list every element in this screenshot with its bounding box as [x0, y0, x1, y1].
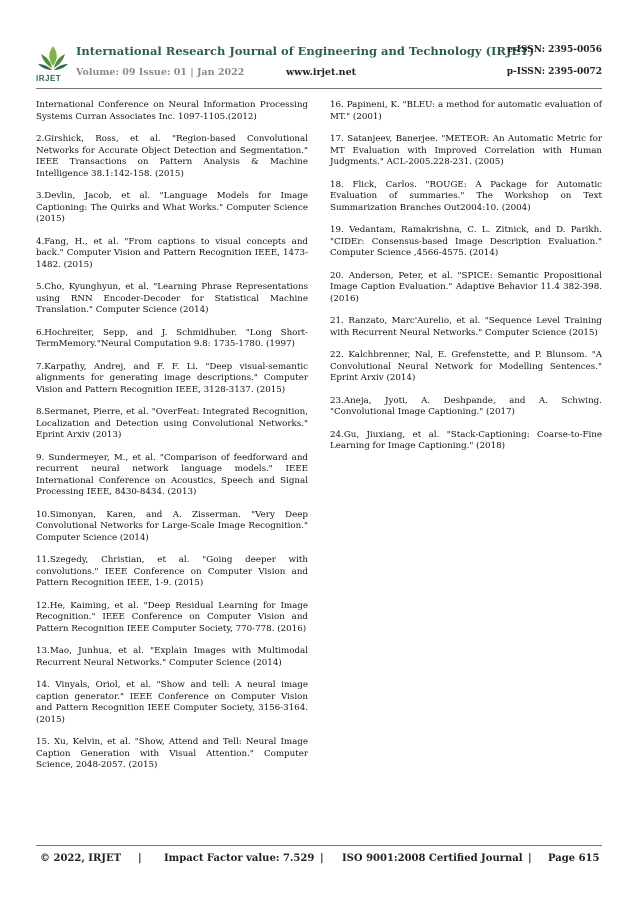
eissn: e-ISSN: 2395-0056 [507, 45, 602, 55]
footer-divider [36, 845, 602, 846]
reference-item: 20. Anderson, Peter, et al. "SPICE: Semantic Propositional Image Caption Evaluation." Adaptive Behavior 11.4 382-398. (2016) [330, 270, 602, 304]
volume-issue: Volume: 09 Issue: 01 | Jan 2022 [76, 67, 245, 78]
pissn: p-ISSN: 2395-0072 [506, 67, 602, 77]
footer-separator: | [138, 853, 142, 864]
reference-item: 10.Simonyan, Karen, and A. Zisserman. "Very Deep Convolutional Networks for Large-Scale Image Recognition." Computer Science (2014) [36, 509, 308, 543]
page-header [36, 44, 602, 84]
reference-item: 23.Aneja, Jyoti, A. Deshpande, and A. Schwing. "Convolutional Image Captioning." (2017) [330, 395, 602, 417]
reference-item: 19. Vedantam, Ramakrishna, C. L. Zitnick, and D. Parikh. "CIDEr: Consensus-based Image Description Evaluation." Computer Science ,4566-4575. (2014) [330, 225, 602, 258]
reference-item: International Conference on Neural Information Processing Systems Curran Associates Inc. 1097-1105.(2012) [36, 100, 308, 122]
reference-item: 8.Sermanet, Pierre, et al. "OverFeat: Integrated Recognition, Localization and Detection using Convolutional Networks." Eprint Arxiv (2013) [36, 407, 308, 440]
website-link[interactable]: www.irjet.net [286, 67, 357, 78]
reference-item: 17. Satanjeev, Banerjee. "METEOR: An Automatic Metric for MT Evaluation with Improved Correlation with Human Judgments." ACL-2005.228-231. (2005) [330, 134, 602, 167]
page-footer [36, 853, 602, 869]
references-left-column [36, 100, 308, 783]
footer-iso: ISO 9001:2008 Certified Journal [342, 853, 523, 864]
footer-separator: | [320, 853, 324, 864]
reference-item: 22. Kalchbrenner, Nal, E. Grefenstette, and P. Blunsom. "A Convolutional Neural Network for Modelling Sentences." Eprint Arxiv (2014) [330, 350, 602, 383]
reference-item: 11.Szegedy, Christian, et al. "Going deeper with convolutions." IEEE Conference on Computer Vision and Pattern Recognition IEEE, 1-9. (2015) [36, 555, 308, 588]
footer-impact-factor: Impact Factor value: 7.529 [164, 853, 315, 864]
reference-item: 5.Cho, Kyunghyun, et al. "Learning Phrase Representations using RNN Encoder-Decoder for Statistical Machine Translation." Computer Science (2014) [36, 282, 308, 315]
reference-item: 24.Gu, Jiuxiang, et al. "Stack-Captioning: Coarse-to-Fine Learning for Image Captioning." (2018) [330, 429, 602, 451]
references-right-column [330, 100, 602, 464]
header-divider [36, 88, 602, 89]
footer-copyright: © 2022, IRJET [40, 853, 122, 864]
reference-item: 6.Hochreiter, Sepp, and J. Schmidhuber. "Long Short-TermMemory."Neural Computation 9.8: 1735-1780. (1997) [36, 327, 308, 349]
reference-item: 18. Flick, Carlos. "ROUGE: A Package for Automatic Evaluation of summaries." The Workshop on Text Summarization Branches Out2004:10. (2004) [330, 179, 602, 213]
reference-item: 21. Ranzato, Marc'Aurelio, et al. "Sequence Level Training with Recurrent Neural Networks." Computer Science (2015) [330, 316, 602, 338]
reference-item: 2.Girshick, Ross, et al. "Region-based Convolutional Networks for Accurate Object Detection and Segmentation." IEEE Transactions on Pattern Analysis & Machine Intelligence 38.1:142-158. (2015) [36, 134, 308, 179]
logo-text: IRJET [36, 74, 62, 83]
footer-page-number: Page 615 [548, 853, 600, 864]
journal-title: International Research Journal of Engineering and Technology (IRJET) [76, 44, 535, 58]
reference-item: 14. Vinyals, Oriol, et al. "Show and tell: A neural image caption generator." IEEE Conference on Computer Vision and Pattern Recognition IEEE Computer Society, 3156-3164. (2015) [36, 680, 308, 725]
reference-item: 4.Fang, H., et al. "From captions to visual concepts and back." Computer Vision and Pattern Recognition IEEE, 1473-1482. (2015) [36, 236, 308, 270]
reference-item: 7.Karpathy, Andrej, and F. F. Li. "Deep visual-semantic alignments for generating image descriptions." Computer Vision and Pattern Recognition IEEE, 3128-3137. (2015) [36, 361, 308, 395]
reference-item: 3.Devlin, Jacob, et al. "Language Models for Image Captioning: The Quirks and What Works." Computer Science (2015) [36, 191, 308, 224]
reference-item: 9. Sundermeyer, M., et al. "Comparison of feedforward and recurrent neural network language models." IEEE International Conference on Acoustics, Speech and Signal Processing IEEE, 8430-8434. (2013) [36, 452, 308, 497]
reference-item: 16. Papineni, K. "BLEU: a method for automatic evaluation of MT." (2001) [330, 100, 602, 122]
reference-item: 15. Xu, Kelvin, et al. "Show, Attend and Tell: Neural Image Caption Generation with Visual Attention." Computer Science, 2048-2057. (2015) [36, 737, 308, 770]
reference-item: 12.He, Kaiming, et al. "Deep Residual Learning for Image Recognition." IEEE Conference on Computer Vision and Pattern Recognition IEEE Computer Society, 770-778. (2016) [36, 600, 308, 634]
footer-separator: | [528, 853, 532, 864]
reference-item: 13.Mao, Junhua, et al. "Explain Images with Multimodal Recurrent Neural Networks." Computer Science (2014) [36, 646, 308, 668]
